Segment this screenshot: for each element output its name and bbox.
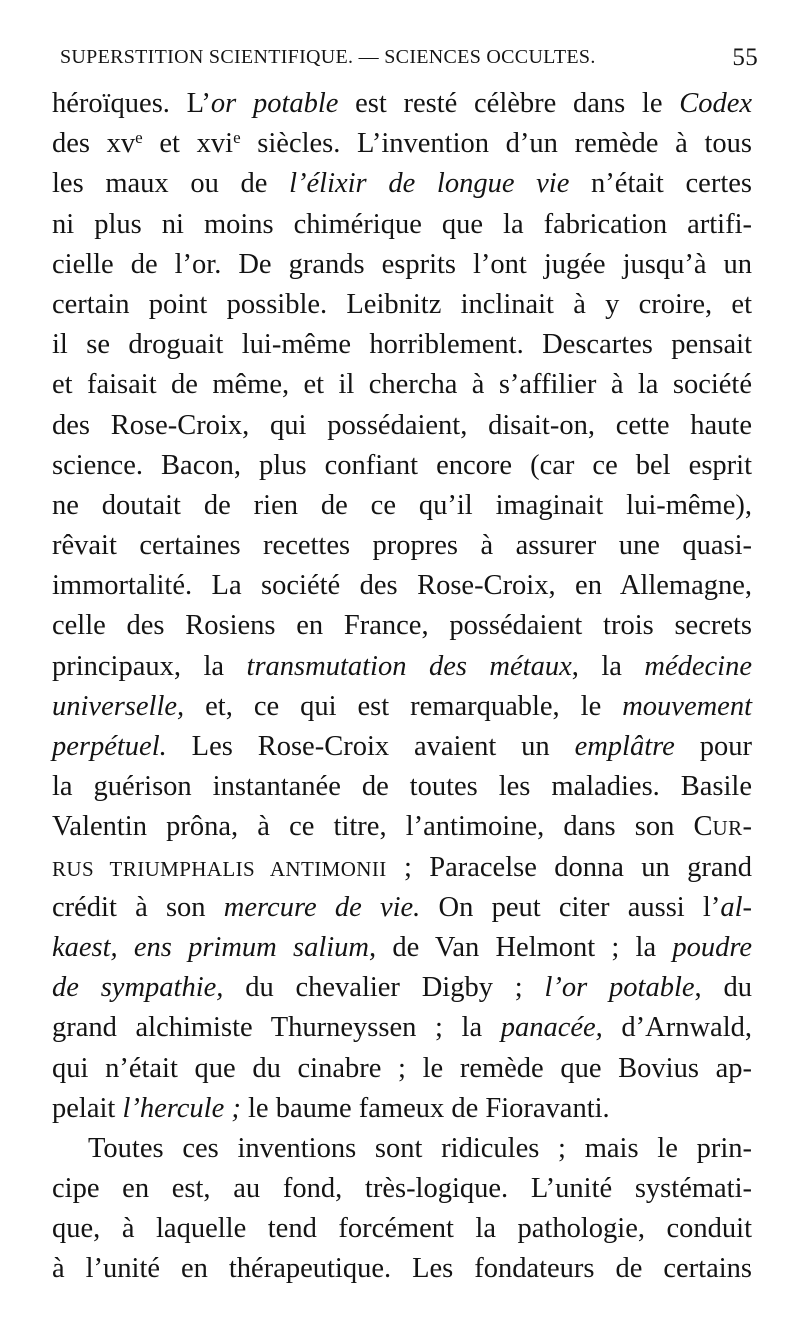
text-segment: cipe en est, au fond, très-logique. L’unité systémati- [52,1173,752,1205]
text-line [52,566,752,606]
text-segment: il se droguait lui-même horriblement. Descartes pensait [52,329,752,361]
text-line [52,285,752,325]
italic-text: or potable [210,88,339,119]
superscript-text: e [135,128,143,148]
text-segment: cielle de l’or. De grands esprits l’ont jugée jusqu’à un [52,248,752,280]
text-line [52,606,752,646]
running-head [60,44,758,76]
text-segment: - [742,811,752,843]
text-line [52,1249,752,1289]
text-segment: Toutes ces inventions sont ridicules ; mais le prin- [88,1132,752,1164]
text-segment: Valentin prôna, à ce titre, l’antimoine, dans son C [52,811,713,843]
text-segment: n’était certes [569,168,752,200]
text-segment: siècles. L’invention d’un remède à tous [240,128,752,160]
text-line [52,888,752,928]
italic-text: l’or potable [544,972,695,1004]
text-segment: et xvi [142,128,234,160]
italic-text: l’hercule ; [122,1092,241,1124]
text-segment: qui n’était que du cinabre ; le remède que Bovius ap- [52,1052,752,1084]
text-segment: des Rose-Croix, qui possédaient, disait-on, cette haute [52,409,752,441]
small-caps-text: UR [712,816,743,841]
text-segment: certain point possible. Leibnitz inclinait à y croire, et [52,288,752,320]
italic-text: poudre [672,931,753,963]
italic-text: médecine [644,650,752,682]
text-segment: rêvait certaines recettes propres à assurer une quasi- [52,530,752,562]
text-line [52,164,752,204]
text-segment: On peut citer aussi l’ [420,891,721,923]
text-segment: est resté célèbre dans le [338,88,680,119]
text-segment: pour [674,731,752,762]
text-line [52,1089,752,1129]
text-segment: les maux ou de [52,168,290,200]
text-segment: , la [571,650,645,682]
text-segment: que, à laquelle tend forcément la pathologie, conduit [52,1213,752,1245]
text-line [52,84,752,124]
text-segment: et faisait de même, et il chercha à s’affilier à la société [52,369,752,401]
page-number: 55 [732,44,758,71]
running-head-title: SUPERSTITION SCIENTIFIQUE. — SCIENCES OCCULTES. [60,46,596,68]
text-line [52,1008,752,1048]
text-line [52,205,752,245]
text-line [52,365,752,405]
italic-text: transmutation des métaux [246,650,572,682]
italic-text: mercure de vie. [223,891,421,923]
text-line [52,124,752,164]
text-line [52,325,752,365]
small-caps-text: RUS TRIUMPHALIS ANTIMONII [52,856,387,881]
text-line [52,848,752,888]
text-segment: grand alchimiste Thurneyssen ; la [52,1012,501,1044]
italic-text: kaest, ens primum salium, [52,931,377,963]
text-line [52,1169,752,1209]
text-line [52,406,752,446]
text-segment: le baume fameux de Fioravanti. [240,1092,610,1124]
text-segment: Les Rose-Croix avaient un [166,731,575,762]
text-line [52,526,752,566]
text-line [52,727,752,767]
text-segment: immortalité. La société des Rose-Croix, en Allemagne, [52,570,752,602]
text-line [52,807,752,847]
text-line [52,486,752,526]
italic-text: emplâtre [574,731,675,762]
text-segment: , du [694,972,752,1004]
text-line [52,647,752,687]
text-line [52,1129,752,1169]
italic-text: Codex [679,88,752,119]
text-segment: la guérison instantanée de toutes les maladies. Basile [52,771,752,803]
italic-text: panacée, [500,1012,603,1044]
text-line [52,245,752,285]
text-line [52,687,752,727]
text-segment: pelait [52,1092,123,1124]
text-line [52,1049,752,1089]
text-segment: celle des Rosiens en France, possédaient trois secrets [52,610,752,642]
text-line [52,446,752,486]
text-line [52,968,752,1008]
italic-text: perpétuel. [52,731,167,762]
text-segment: de Van Helmont ; la [376,931,673,963]
text-segment: d’Arnwald, [602,1012,753,1044]
italic-text: al- [720,891,753,923]
text-segment: crédit à son [52,891,224,923]
text-line [52,928,752,968]
text-segment: des xv [52,128,136,160]
text-segment: et, ce qui est remarquable, le [184,690,623,722]
text-line [52,1209,752,1249]
text-segment: ; Paracelse donna un grand [386,851,752,883]
text-segment: ni plus ni moins chimérique que la fabrication artifi- [52,208,752,240]
superscript-text: e [233,128,241,148]
text-segment: héroïques. L’ [52,88,211,119]
italic-text: de sympathie, [52,972,224,1004]
text-segment: science. Bacon, plus confiant encore (car ce bel esprit [52,449,752,481]
text-segment: ne doutait de rien de ce qu’il imaginait lui-même), [52,489,752,521]
text-segment: principaux, la [52,650,247,682]
text-segment: du chevalier Digby ; [223,972,545,1004]
italic-text: mouvement [622,690,752,722]
italic-text: l’élixir de longue vie [289,168,570,200]
italic-text: universelle, [52,690,185,722]
text-segment: à l’unité en thérapeutique. Les fondateurs de certains [52,1253,752,1285]
body-text [52,84,752,1290]
text-line [52,767,752,807]
